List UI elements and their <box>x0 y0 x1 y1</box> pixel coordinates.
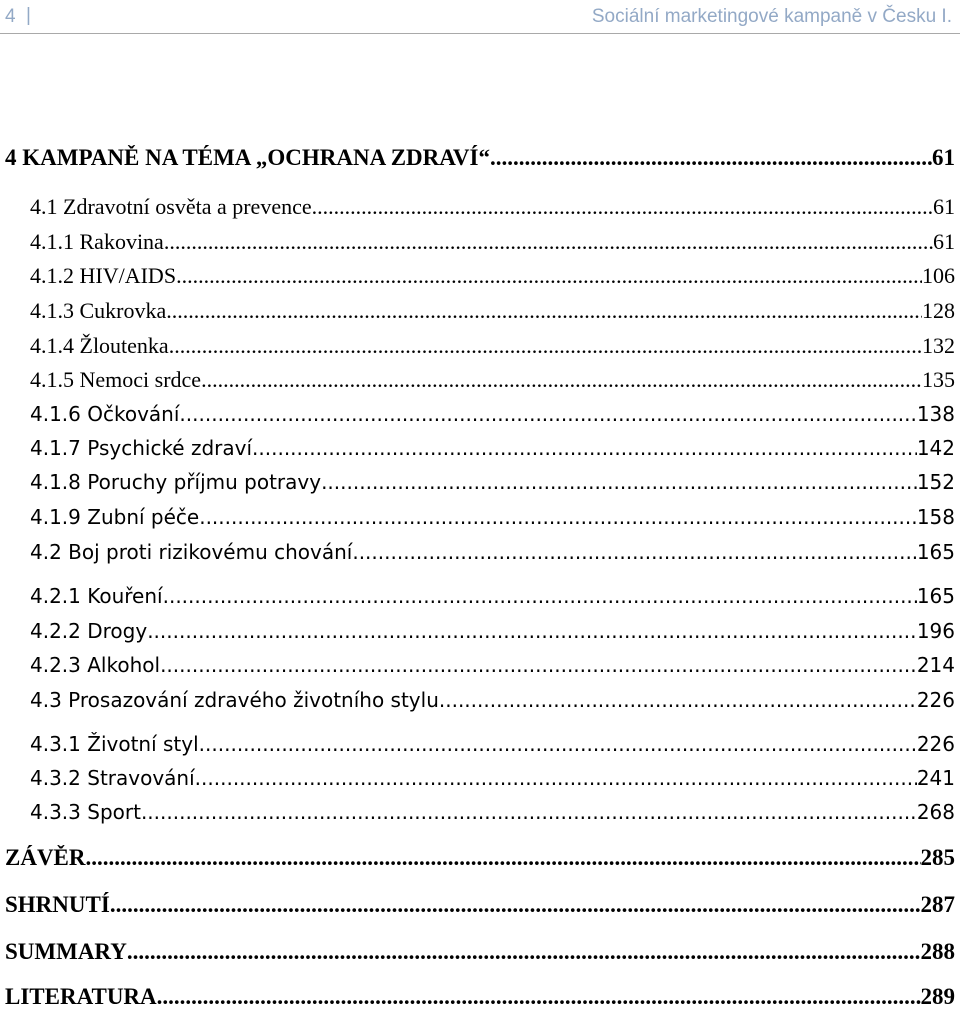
toc-entry[interactable] <box>30 263 955 289</box>
toc-entry-title: 4.1.2 HIV/AIDS <box>30 263 177 288</box>
toc-entry-title: SHRNUTÍ <box>5 892 110 917</box>
toc-leader <box>163 584 917 608</box>
toc-leader <box>199 505 917 529</box>
toc-entry-page: 226 <box>916 732 955 756</box>
toc-entry[interactable] <box>30 436 955 460</box>
toc-entry-page: 289 <box>920 984 955 1009</box>
toc-entry-title: 4.2 Boj proti rizikovému chování <box>30 540 353 564</box>
toc-entry-page: 132 <box>922 333 955 358</box>
toc-entry[interactable] <box>30 653 955 677</box>
toc-entry-page: 128 <box>922 298 955 323</box>
toc-entry-page: 226 <box>916 688 955 712</box>
toc-entry-page: 106 <box>922 263 955 288</box>
toc-leader <box>86 845 921 871</box>
toc-leader <box>490 145 932 171</box>
toc-leader <box>252 436 917 460</box>
header-page-number: 4 <box>5 6 16 27</box>
toc-entry-page: 165 <box>916 584 955 608</box>
running-header <box>0 0 960 38</box>
toc-leader <box>169 333 922 359</box>
toc-leader <box>141 800 917 824</box>
toc-entry-page: 268 <box>916 800 955 824</box>
toc-entry[interactable] <box>30 619 955 643</box>
toc-leader <box>195 766 917 790</box>
toc-entry-page: 165 <box>916 540 955 564</box>
toc-entry-page: 288 <box>920 939 955 964</box>
toc-leader <box>199 732 917 756</box>
toc-leader <box>157 984 921 1010</box>
header-separator: | <box>26 5 31 26</box>
toc-leader <box>164 229 933 255</box>
header-title: Sociální marketingové kampaně v Česku I. <box>591 6 952 27</box>
toc-entry-title: 4.1.5 Nemoci srdce <box>30 367 202 392</box>
toc-entry[interactable] <box>5 892 955 918</box>
toc-leader <box>352 540 916 564</box>
toc-entry[interactable] <box>30 584 955 608</box>
toc-entry-title: 4.3.1 Životní styl <box>30 732 199 756</box>
toc-entry-title: 4.1.1 Rakovina <box>30 229 164 254</box>
toc-entry-page: 152 <box>916 470 955 494</box>
toc-entry-page: 287 <box>920 892 955 917</box>
toc-entry[interactable] <box>30 333 955 359</box>
toc-entry-title: 4.1.7 Psychické zdraví <box>30 436 253 460</box>
toc-leader <box>201 367 922 393</box>
toc-entry[interactable] <box>30 229 955 255</box>
toc-entry-title: 4.2.1 Kouření <box>30 584 163 608</box>
toc-entry[interactable] <box>30 766 955 790</box>
toc-entry-title: 4.3.3 Sport <box>30 800 141 824</box>
toc-leader <box>127 939 921 965</box>
toc-leader <box>160 653 917 677</box>
toc-entry-page: 214 <box>916 653 955 677</box>
toc-entry[interactable] <box>30 505 955 529</box>
toc-entry[interactable] <box>30 800 955 824</box>
toc-entry[interactable] <box>5 984 955 1010</box>
toc-entry-title: SUMMARY <box>5 939 127 964</box>
toc-entry-title: 4.2.3 Alkohol <box>30 653 161 677</box>
toc-leader <box>176 263 922 289</box>
toc-entry-page: 138 <box>916 402 955 426</box>
toc-entry[interactable] <box>30 470 955 494</box>
toc-entry-page: 158 <box>916 505 955 529</box>
toc-entry-title: 4.1 Zdravotní osvěta a prevence <box>30 194 312 219</box>
toc-leader <box>147 619 917 643</box>
toc-entry-page: 61 <box>933 194 955 219</box>
toc-leader <box>110 892 921 918</box>
toc-entry-title: 4.1.6 Očkování <box>30 402 180 426</box>
toc-entry[interactable] <box>5 145 955 171</box>
toc-leader <box>439 688 917 712</box>
header-rule <box>0 33 960 34</box>
toc-entry[interactable] <box>30 194 955 220</box>
toc-leader <box>179 402 916 426</box>
toc-entry-title: 4.1.8 Poruchy příjmu potravy <box>30 470 322 494</box>
toc-entry[interactable] <box>5 939 955 965</box>
toc-leader <box>312 194 933 220</box>
toc-entry[interactable] <box>30 402 955 426</box>
toc-entry-title: 4.1.3 Cukrovka <box>30 298 167 323</box>
toc-entry[interactable] <box>5 845 955 871</box>
toc-entry-title: 4.2.2 Drogy <box>30 619 148 643</box>
toc-entry-title: ZÁVĚR <box>5 845 86 870</box>
toc-entry-title: 4.1.4 Žloutenka <box>30 333 169 358</box>
toc-entry[interactable] <box>30 540 955 564</box>
toc-leader <box>321 470 917 494</box>
toc-leader <box>166 298 922 324</box>
toc-entry-page: 61 <box>933 229 955 254</box>
toc-entry-page: 241 <box>916 766 955 790</box>
toc-entry-title: 4.3 Prosazování zdravého životního stylu <box>30 688 439 712</box>
toc-entry[interactable] <box>30 688 955 712</box>
toc-entry-page: 135 <box>922 367 955 392</box>
toc-entry-page: 61 <box>932 145 955 170</box>
toc-entry-title: 4.3.2 Stravování <box>30 766 195 790</box>
toc-entry-title: 4 KAMPANĚ NA TÉMA „OCHRANA ZDRAVÍ“ <box>5 145 490 170</box>
toc-entry[interactable] <box>30 732 955 756</box>
toc-entry[interactable] <box>30 298 955 324</box>
toc-entry-page: 196 <box>916 619 955 643</box>
toc-entry-page: 142 <box>916 436 955 460</box>
toc-entry-page: 285 <box>920 845 955 870</box>
toc-entry[interactable] <box>30 367 955 393</box>
toc-entry-title: LITERATURA <box>5 984 157 1009</box>
toc-entry-title: 4.1.9 Zubní péče <box>30 505 200 529</box>
